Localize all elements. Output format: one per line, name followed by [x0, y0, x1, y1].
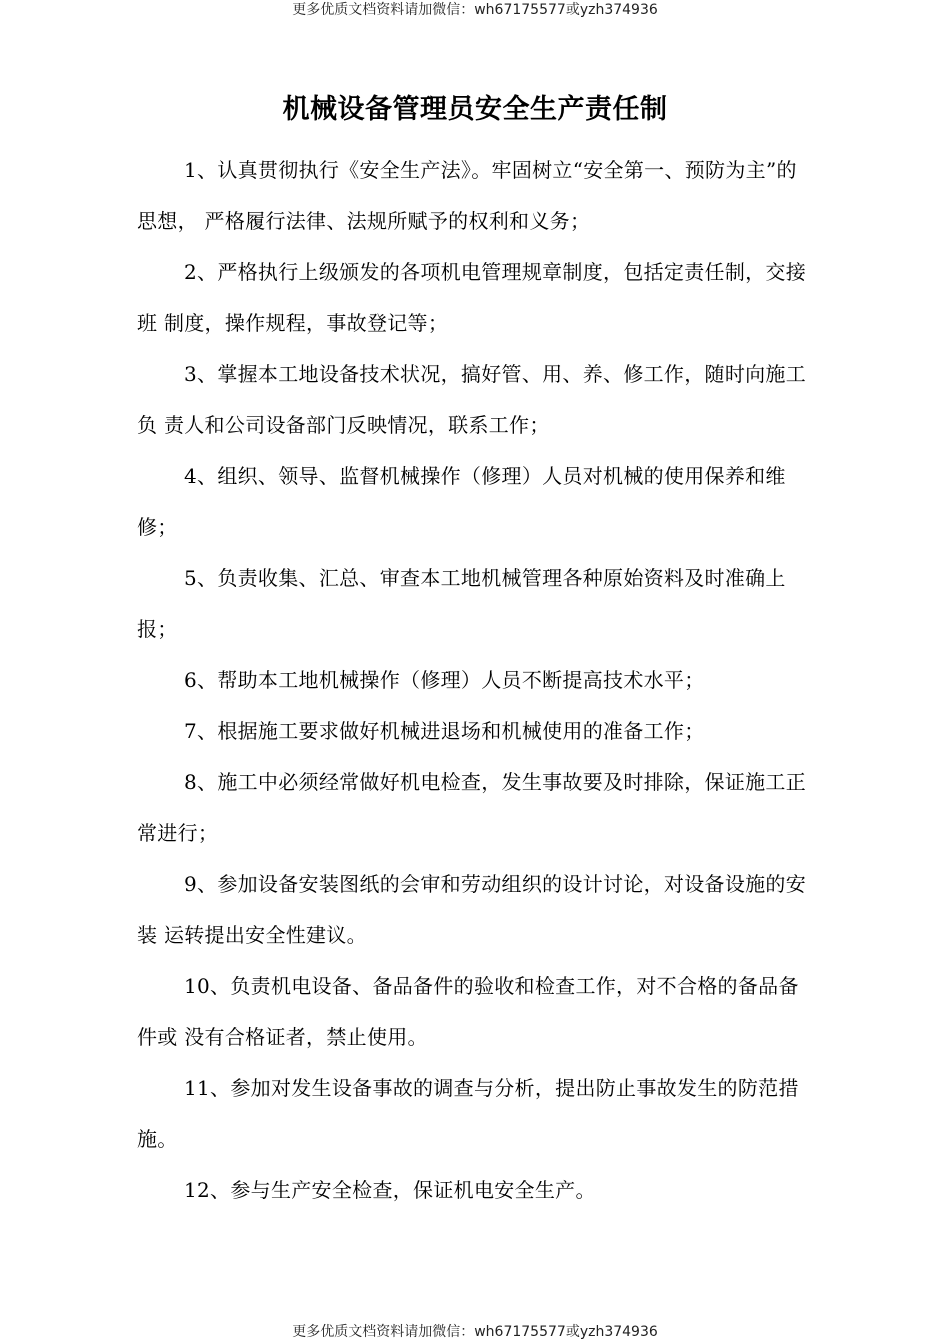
footer-watermark: 更多优质文档资料请加微信：wh67175577或yzh374936 [292, 1324, 658, 1340]
header-watermark: 更多优质文档资料请加微信：wh67175577或yzh374936 [292, 2, 658, 18]
responsibility-item-12: 12、参与生产安全检查，保证机电安全生产。 [184, 1178, 596, 1202]
responsibility-item-7: 7、根据施工要求做好机械进退场和机械使用的准备工作； [184, 719, 705, 743]
responsibility-item-5: 5、负责收集、汇总、审查本工地机械管理各种原始资料及时准确上报； [137, 566, 786, 641]
responsibility-item-4: 4、组织、领导、监督机械操作（修理）人员对机械的使用保养和维修； [137, 464, 786, 539]
responsibility-item-1: 1、认真贯彻执行《安全生产法》。牢固树立“安全第一、预防为主”的思想， 严格履行法律、法规所赋予的权利和义务； [137, 158, 797, 233]
responsibility-item-6: 6、帮助本工地机械操作（修理）人员不断提高技术水平； [184, 668, 705, 692]
document-title: 机械设备管理员安全生产责任制 [282, 94, 668, 125]
responsibility-item-9: 9、参加设备安装图纸的会审和劳动组织的设计讨论，对设备设施的安装 运转提出安全性建议。 [137, 872, 807, 947]
responsibility-item-8: 8、施工中必须经常做好机电检查，发生事故要及时排除，保证施工正常进行； [137, 770, 807, 845]
document-body [137, 145, 812, 1216]
responsibility-item-11: 11、参加对发生设备事故的调查与分析，提出防止事故发生的防范措施。 [137, 1076, 799, 1151]
responsibility-item-10: 10、负责机电设备、备品备件的验收和检查工作，对不合格的备品备件或 没有合格证者，禁止使用。 [137, 974, 799, 1049]
responsibility-item-2: 2、严格执行上级颁发的各项机电管理规章制度，包括定责任制，交接班 制度，操作规程，事故登记等； [137, 260, 807, 335]
responsibility-item-3: 3、掌握本工地设备技术状况，搞好管、用、养、修工作，随时向施工负 责人和公司设备部门反映情况，联系工作； [137, 362, 807, 437]
